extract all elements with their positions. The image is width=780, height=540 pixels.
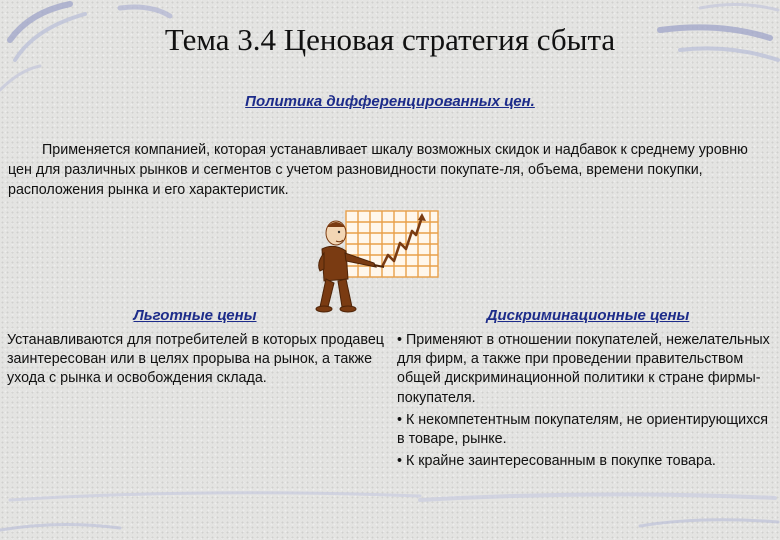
list-item: • К некомпетентным покупателям, не ориентирующихся в товаре, рынке. xyxy=(397,411,769,448)
presenter-chart-illustration xyxy=(312,205,444,315)
preferential-prices-heading: Льготные цены xyxy=(133,307,257,324)
intro-paragraph: Применяется компанией, которая устанавливает шкалу возможных скидок и надбавок к среднему уровню цен для различных рынков и сегментов с учетом разновидности покупате-ля, объема, времени покупки, расположения рынка и его характеристик. xyxy=(8,142,748,198)
list-item: • Применяют в отношении покупателей, нежелательных для фирм, а также при проведении правительством общей дискриминационной политики к стране фирмы-покупателя. xyxy=(397,332,770,406)
discriminatory-prices-heading: Дискриминационные цены xyxy=(486,307,690,324)
chart-grid xyxy=(346,211,438,277)
list-item: • К крайне заинтересованным в покупке товара. xyxy=(397,453,716,470)
preferential-prices-text: Устанавливаются для потребителей в которых продавец заинтересован или в целях прорыва на рынок, а также ухода с рынка и освобождения склада. xyxy=(7,332,384,386)
discriminatory-prices-list xyxy=(397,331,772,474)
page-title: Тема 3.4 Ценовая стратегия сбыта xyxy=(164,22,616,57)
policy-heading: Политика дифференцированных цен. xyxy=(245,93,535,110)
